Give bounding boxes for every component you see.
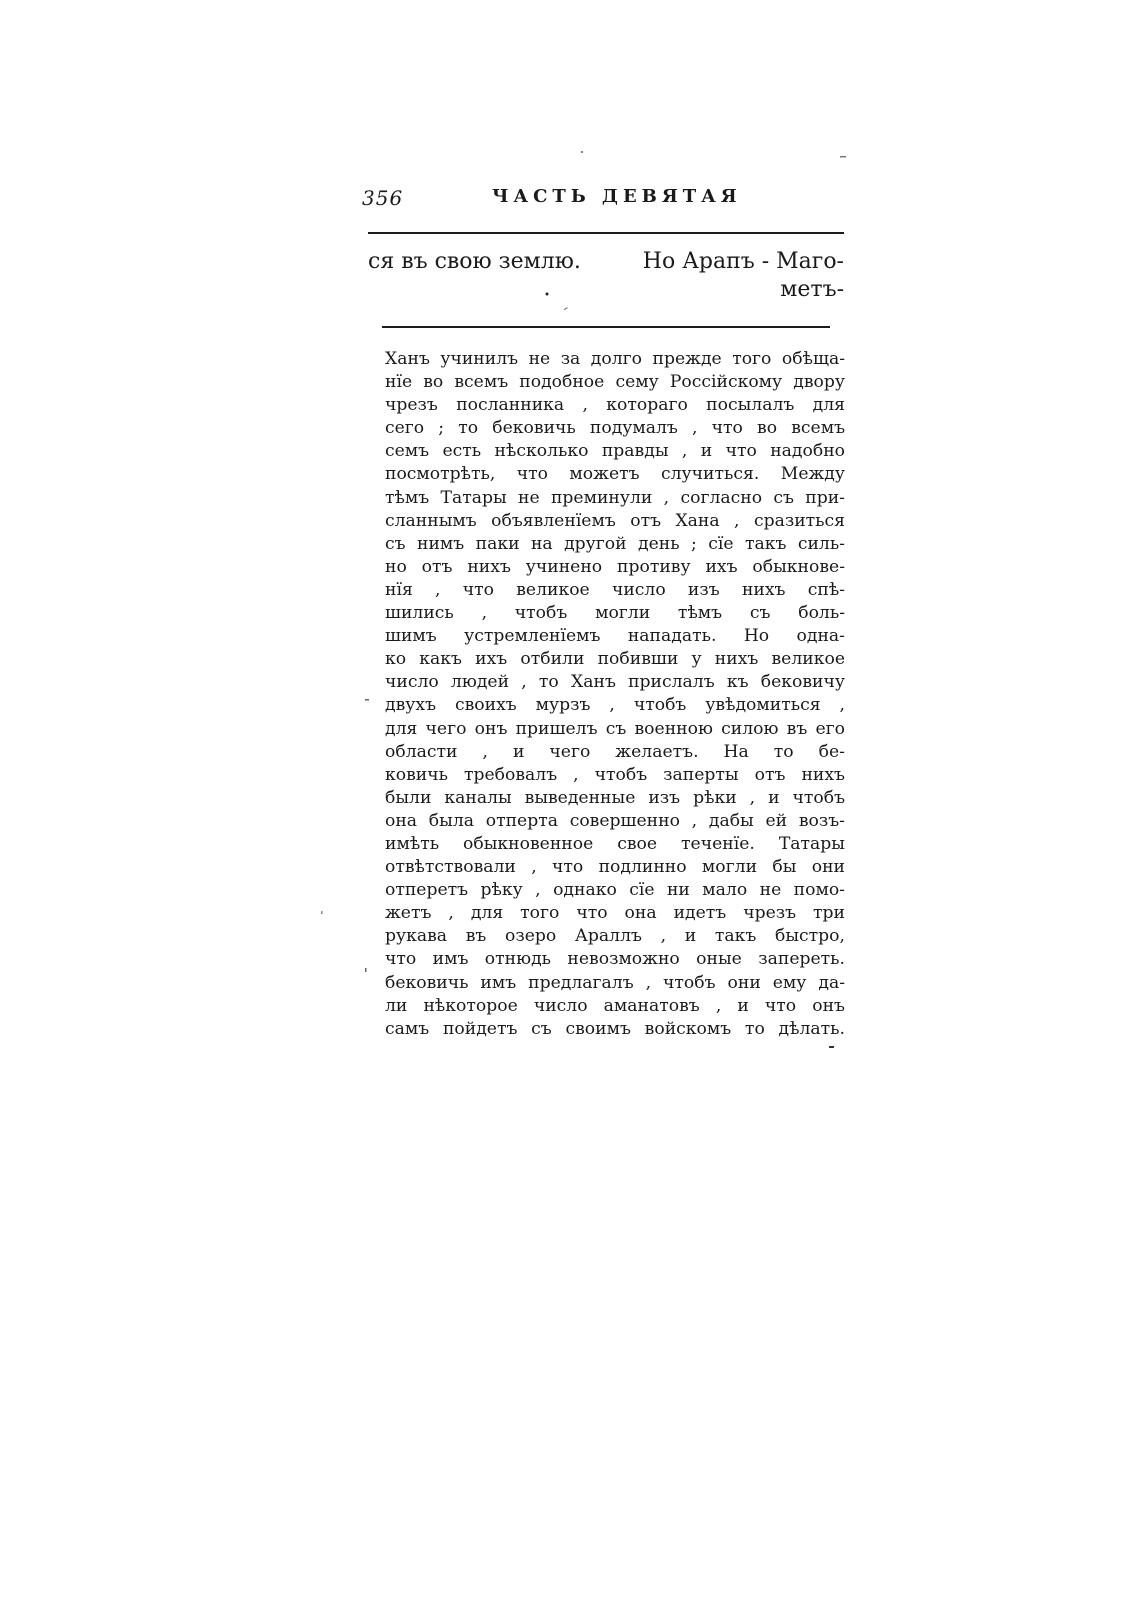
section-rule: [382, 326, 830, 328]
text-line: имѣть обыкновенное свое теченїе. Татары: [385, 833, 845, 854]
text-line: области , и чего желаетъ. На то бе-: [385, 741, 845, 762]
text-line: она была отперта совершенно , дабы ей возъ-: [385, 810, 845, 831]
text-line: были каналы выведенные изъ рѣки , и чтобъ: [385, 787, 845, 808]
text-line: что имъ отнюдь невозможно оные запереть.: [385, 949, 845, 970]
text-line: ковичь требовалъ , чтобъ заперты отъ нихъ: [385, 764, 845, 785]
catch-text-left: ся въ свою землю.: [368, 249, 581, 274]
running-title: ЧАСТЬ ДЕВЯТАЯ: [492, 186, 742, 207]
body-text: [385, 348, 845, 1041]
text-line: бековичь имъ предлагалъ , чтобъ они ему да-: [385, 972, 845, 993]
running-head: [362, 186, 842, 218]
text-line: число людей , то Ханъ прислалъ къ бековичу: [385, 672, 845, 693]
text-line: шимъ устремленїемъ нападать. Но одна-: [385, 626, 845, 647]
text-line: нїя , что великое число изъ нихъ спѣ-: [385, 579, 845, 600]
text-line: но отъ нихъ учинено противу ихъ обыкнове-: [385, 556, 845, 577]
text-line: ли нѣкоторое число аманатовъ , и что онъ: [385, 995, 845, 1016]
text-line: рукава въ озеро Араллъ , и такъ быстро,: [385, 926, 845, 947]
text-line: тѣмъ Татары не преминули , согласно съ при-: [385, 487, 845, 508]
text-line: съ нимъ паки на другой день ; сїе такъ силь-: [385, 533, 845, 554]
text-line: для чего онъ пришелъ съ военною силою въ его: [385, 718, 845, 739]
catch-word: метъ-: [780, 277, 844, 302]
text-line: нїе во всемъ подобное сему Россійскому двору: [385, 372, 845, 393]
text-line: самъ пойдетъ съ своимъ войскомъ то дѣлать.: [385, 1018, 845, 1039]
page-number: 356: [362, 186, 404, 210]
text-line: ко какъ ихъ отбили побивши у нихъ великое: [385, 649, 845, 670]
text-line: сего ; то бековичь подумалъ , что во всемъ: [385, 418, 845, 439]
text-line: посмотрѣть, что можетъ случиться. Между: [385, 464, 845, 485]
text-line: сланнымъ объявленїемъ отъ Хана , сразиться: [385, 510, 845, 531]
catch-text-right: Но Арапъ - Маго-: [642, 249, 844, 274]
text-line: семъ есть нѣсколько правды , и что надобно: [385, 441, 845, 462]
text-line: отвѣтствовали , что подлинно могли бы они: [385, 857, 845, 878]
text-line: жетъ , для того что она идетъ чрезъ три: [385, 903, 845, 924]
text-line: шились , чтобъ могли тѣмъ съ боль-: [385, 603, 845, 624]
text-line: двухъ своихъ мурзъ , чтобъ увѣдомиться ,: [385, 695, 845, 716]
text-line: Ханъ учинилъ не за долго прежде того обѣща-: [385, 349, 845, 369]
text-line: отперетъ рѣку , однако сїе ни мало не помо-: [385, 880, 845, 901]
header-rule: [368, 232, 844, 234]
text-line: чрезъ посланника , котораго посылалъ для: [385, 395, 845, 416]
